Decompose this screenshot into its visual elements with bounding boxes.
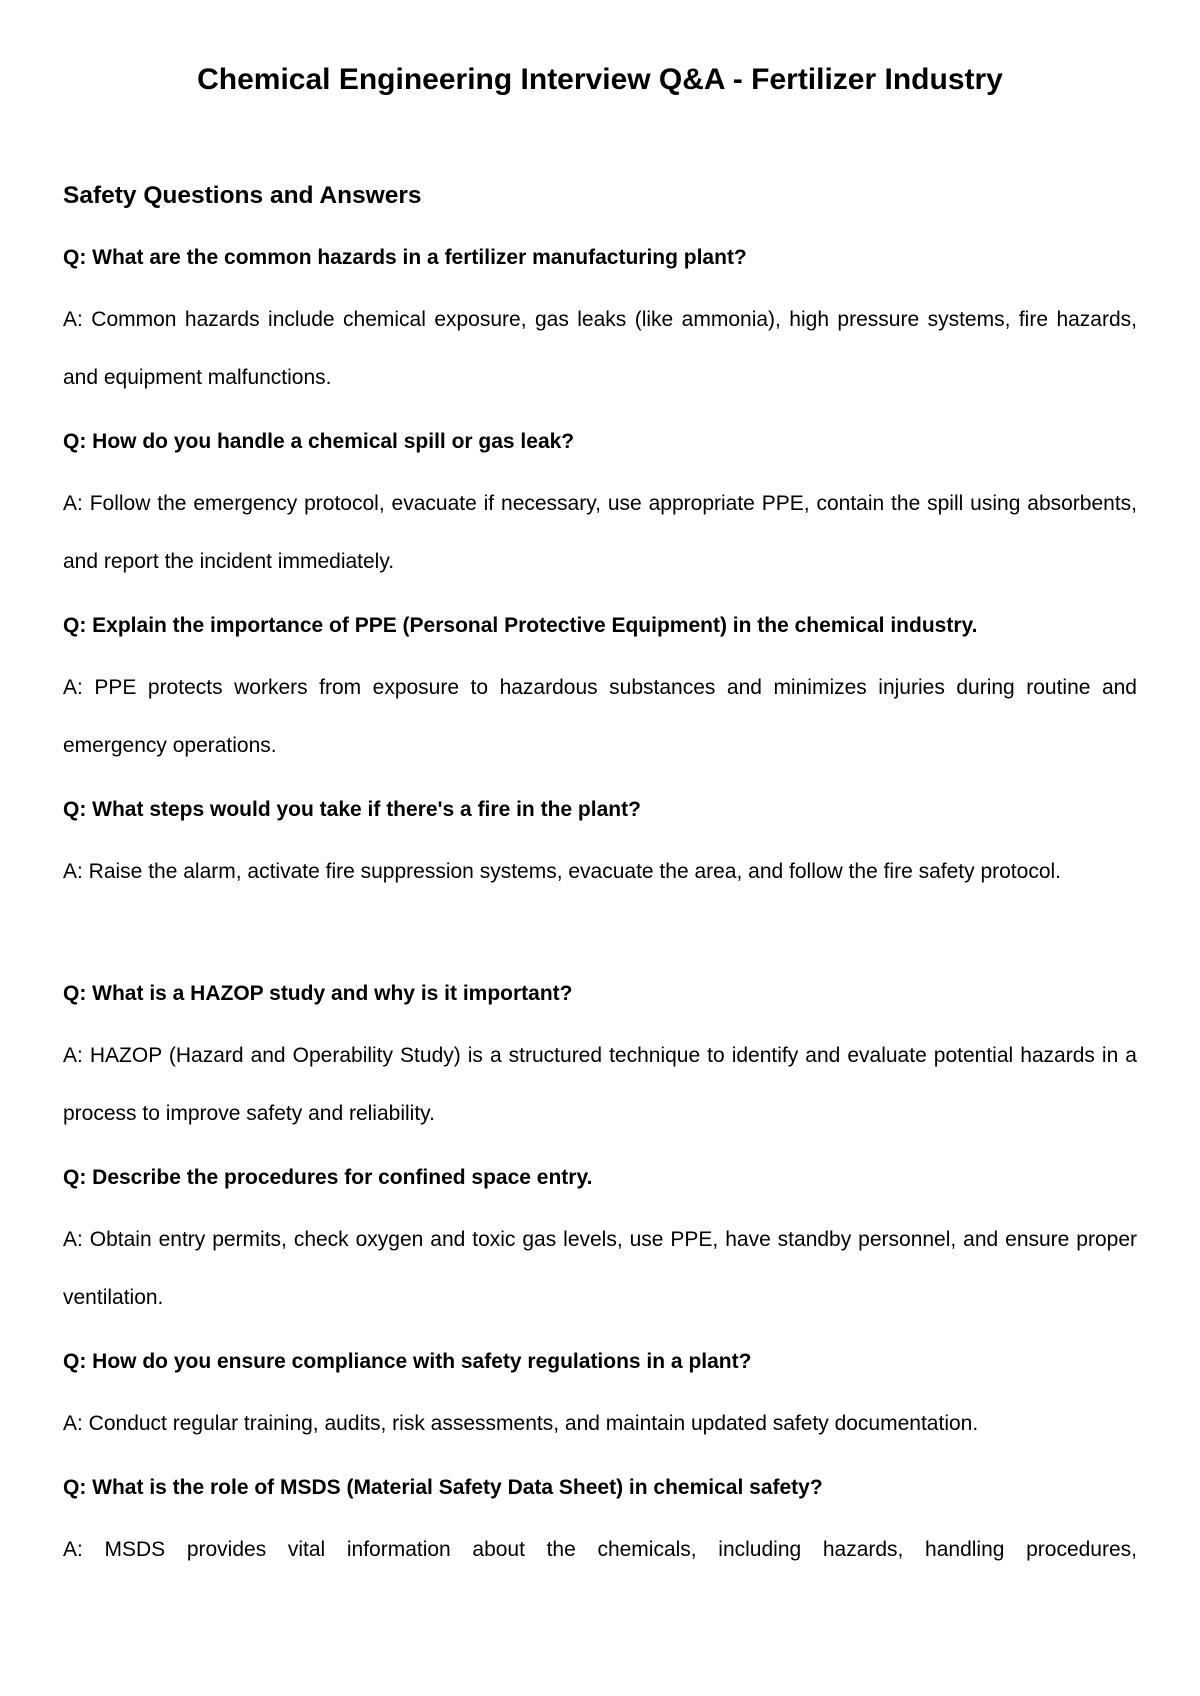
answer-text: A: Common hazards include chemical exposure, gas leaks (like ammonia), high pressure systems, fire hazards, and equipment malfunctions.	[63, 308, 1137, 389]
section-heading: Safety Questions and Answers	[63, 182, 422, 209]
qa-item	[63, 795, 1137, 979]
answer-text: A: MSDS provides vital information about the chemicals, including hazards, handling procedures,	[63, 1538, 1137, 1561]
question-text: Q: How do you ensure compliance with safety regulations in a plant?	[63, 1350, 752, 1373]
answer-text: A: Obtain entry permits, check oxygen and toxic gas levels, use PPE, have standby personnel, and ensure proper ventilation.	[63, 1228, 1137, 1309]
qa-list	[63, 243, 1137, 1657]
document-title: Chemical Engineering Interview Q&A - Fertilizer Industry	[197, 63, 1003, 96]
qa-item	[63, 1473, 1137, 1657]
answer-text: A: Follow the emergency protocol, evacuate if necessary, use appropriate PPE, contain the spill using absorbents, and report the incident immediately.	[63, 492, 1137, 573]
question-text: Q: How do you handle a chemical spill or gas leak?	[63, 430, 575, 453]
question-text: Q: What are the common hazards in a fertilizer manufacturing plant?	[63, 246, 747, 269]
answer-text: A: HAZOP (Hazard and Operability Study) is a structured technique to identify and evaluate potential hazards in a process to improve safety and reliability.	[63, 1044, 1137, 1125]
qa-item	[63, 1347, 1137, 1473]
question-text: Q: Describe the procedures for confined space entry.	[63, 1166, 593, 1189]
qa-item	[63, 611, 1137, 795]
question-text: Q: What is a HAZOP study and why is it important?	[63, 982, 573, 1005]
qa-item	[63, 427, 1137, 611]
question-text: Q: Explain the importance of PPE (Personal Protective Equipment) in the chemical industry.	[63, 614, 978, 637]
qa-item	[63, 243, 1137, 427]
qa-item	[63, 1163, 1137, 1347]
question-text: Q: What steps would you take if there's a fire in the plant?	[63, 798, 641, 821]
answer-text: A: Raise the alarm, activate fire suppression systems, evacuate the area, and follow the fire safety protocol.	[63, 860, 1061, 883]
answer-text: A: PPE protects workers from exposure to hazardous substances and minimizes injuries during routine and emergency operations.	[63, 676, 1137, 757]
question-text: Q: What is the role of MSDS (Material Safety Data Sheet) in chemical safety?	[63, 1476, 823, 1499]
answer-text: A: Conduct regular training, audits, risk assessments, and maintain updated safety documentation.	[63, 1412, 979, 1435]
qa-item	[63, 979, 1137, 1163]
